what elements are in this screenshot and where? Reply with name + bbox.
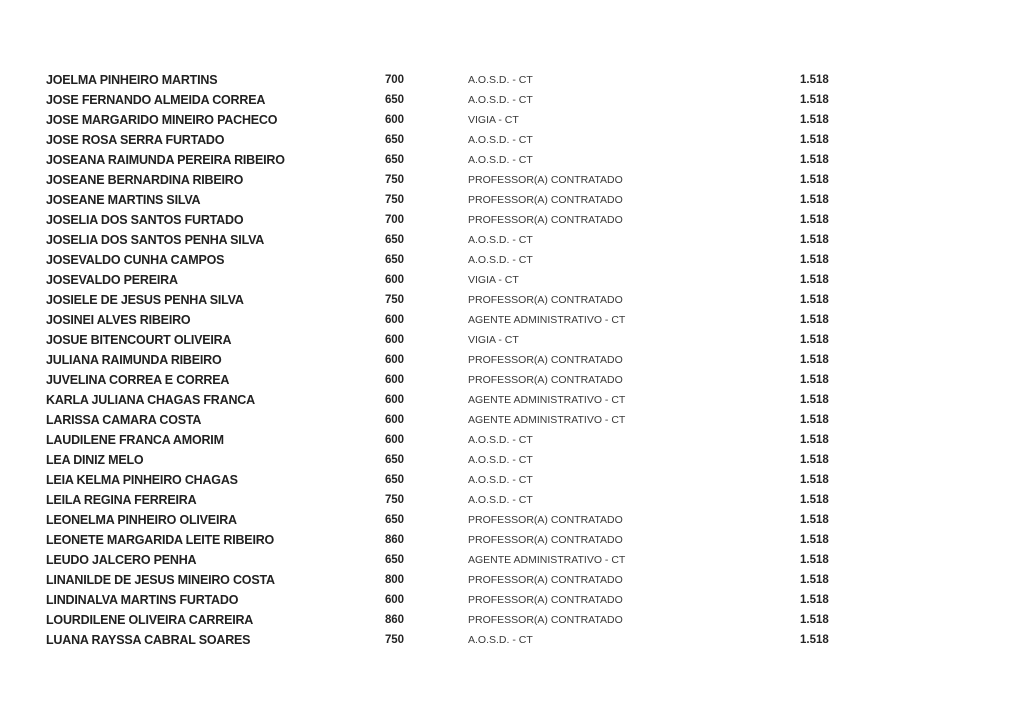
table-row <box>46 370 978 390</box>
role-cell: AGENTE ADMINISTRATIVO - CT <box>468 394 626 406</box>
table-row <box>46 290 978 310</box>
employee-name-cell: JOSELIA DOS SANTOS PENHA SILVA <box>46 233 265 247</box>
table-row <box>46 490 978 510</box>
employee-name-cell: LEONELMA PINHEIRO OLIVEIRA <box>46 513 237 527</box>
role-cell: PROFESSOR(A) CONTRATADO <box>468 354 623 366</box>
role-cell: AGENTE ADMINISTRATIVO - CT <box>468 414 626 426</box>
employee-name-cell: JOSEANA RAIMUNDA PEREIRA RIBEIRO <box>46 153 285 167</box>
employee-name-cell: LEUDO JALCERO PENHA <box>46 553 197 567</box>
value-cell: 860 <box>385 534 404 546</box>
employee-name-cell: JOSEVALDO PEREIRA <box>46 273 178 287</box>
table-row <box>46 310 978 330</box>
value-cell: 600 <box>385 334 404 346</box>
employee-name-cell: JOSEANE BERNARDINA RIBEIRO <box>46 173 244 187</box>
role-cell: A.O.S.D. - CT <box>468 94 533 106</box>
employee-name-cell: JOSE MARGARIDO MINEIRO PACHECO <box>46 113 278 127</box>
value-cell: 650 <box>385 234 404 246</box>
value-cell: 650 <box>385 474 404 486</box>
table-row <box>46 350 978 370</box>
employee-name-cell: LEIA KELMA PINHEIRO CHAGAS <box>46 473 238 487</box>
value-cell: 650 <box>385 154 404 166</box>
amount-cell: 1.518 <box>800 434 829 446</box>
value-cell: 750 <box>385 294 404 306</box>
amount-cell: 1.518 <box>800 394 829 406</box>
role-cell: AGENTE ADMINISTRATIVO - CT <box>468 314 626 326</box>
employee-name-cell: JOSE FERNANDO ALMEIDA CORREA <box>46 93 266 107</box>
amount-cell: 1.518 <box>800 114 829 126</box>
amount-cell: 1.518 <box>800 214 829 226</box>
employee-name-cell: JOSIELE DE JESUS PENHA SILVA <box>46 293 244 307</box>
role-cell: PROFESSOR(A) CONTRATADO <box>468 614 623 626</box>
table-row <box>46 270 978 290</box>
amount-cell: 1.518 <box>800 334 829 346</box>
table-row <box>46 630 978 650</box>
role-cell: PROFESSOR(A) CONTRATADO <box>468 594 623 606</box>
amount-cell: 1.518 <box>800 354 829 366</box>
value-cell: 600 <box>385 594 404 606</box>
amount-cell: 1.518 <box>800 634 829 646</box>
role-cell: A.O.S.D. - CT <box>468 634 533 646</box>
amount-cell: 1.518 <box>800 94 829 106</box>
value-cell: 750 <box>385 494 404 506</box>
value-cell: 650 <box>385 454 404 466</box>
table-row <box>46 250 978 270</box>
role-cell: A.O.S.D. - CT <box>468 454 533 466</box>
role-cell: VIGIA - CT <box>468 114 519 126</box>
employee-name-cell: LUANA RAYSSA CABRAL SOARES <box>46 633 251 647</box>
role-cell: A.O.S.D. - CT <box>468 434 533 446</box>
amount-cell: 1.518 <box>800 134 829 146</box>
amount-cell: 1.518 <box>800 514 829 526</box>
table-row <box>46 390 978 410</box>
amount-cell: 1.518 <box>800 254 829 266</box>
employee-name-cell: JOSEVALDO CUNHA CAMPOS <box>46 253 225 267</box>
employee-name-cell: JOSUE BITENCOURT OLIVEIRA <box>46 333 232 347</box>
value-cell: 860 <box>385 614 404 626</box>
value-cell: 600 <box>385 114 404 126</box>
amount-cell: 1.518 <box>800 194 829 206</box>
amount-cell: 1.518 <box>800 574 829 586</box>
amount-cell: 1.518 <box>800 174 829 186</box>
employee-name-cell: LINDINALVA MARTINS FURTADO <box>46 593 239 607</box>
employee-name-cell: LARISSA CAMARA COSTA <box>46 413 202 427</box>
role-cell: PROFESSOR(A) CONTRATADO <box>468 374 623 386</box>
role-cell: VIGIA - CT <box>468 274 519 286</box>
table-row <box>46 110 978 130</box>
role-cell: A.O.S.D. - CT <box>468 74 533 86</box>
value-cell: 650 <box>385 554 404 566</box>
table-row <box>46 190 978 210</box>
role-cell: A.O.S.D. - CT <box>468 134 533 146</box>
employee-name-cell: KARLA JULIANA CHAGAS FRANCA <box>46 393 255 407</box>
role-cell: PROFESSOR(A) CONTRATADO <box>468 194 623 206</box>
role-cell: A.O.S.D. - CT <box>468 494 533 506</box>
amount-cell: 1.518 <box>800 414 829 426</box>
role-cell: A.O.S.D. - CT <box>468 154 533 166</box>
table-row <box>46 550 978 570</box>
value-cell: 700 <box>385 214 404 226</box>
role-cell: PROFESSOR(A) CONTRATADO <box>468 574 623 586</box>
employee-name-cell: LEA DINIZ MELO <box>46 453 144 467</box>
value-cell: 600 <box>385 274 404 286</box>
value-cell: 600 <box>385 354 404 366</box>
value-cell: 600 <box>385 374 404 386</box>
value-cell: 600 <box>385 394 404 406</box>
table-row <box>46 210 978 230</box>
table-row <box>46 530 978 550</box>
amount-cell: 1.518 <box>800 554 829 566</box>
table-row <box>46 510 978 530</box>
role-cell: A.O.S.D. - CT <box>468 254 533 266</box>
employee-name-cell: JOSELIA DOS SANTOS FURTADO <box>46 213 244 227</box>
table-row <box>46 150 978 170</box>
table-row <box>46 590 978 610</box>
employee-name-cell: LOURDILENE OLIVEIRA CARREIRA <box>46 613 254 627</box>
employee-name-cell: JOELMA PINHEIRO MARTINS <box>46 73 218 87</box>
value-cell: 750 <box>385 634 404 646</box>
role-cell: PROFESSOR(A) CONTRATADO <box>468 174 623 186</box>
role-cell: PROFESSOR(A) CONTRATADO <box>468 214 623 226</box>
role-cell: AGENTE ADMINISTRATIVO - CT <box>468 554 626 566</box>
employee-name-cell: LEILA REGINA FERREIRA <box>46 493 197 507</box>
table-row <box>46 330 978 350</box>
value-cell: 650 <box>385 254 404 266</box>
amount-cell: 1.518 <box>800 534 829 546</box>
table-row <box>46 470 978 490</box>
table-row <box>46 570 978 590</box>
role-cell: VIGIA - CT <box>468 334 519 346</box>
employee-name-cell: LAUDILENE FRANCA AMORIM <box>46 433 224 447</box>
role-cell: PROFESSOR(A) CONTRATADO <box>468 534 623 546</box>
value-cell: 650 <box>385 134 404 146</box>
value-cell: 600 <box>385 414 404 426</box>
employee-table <box>46 70 978 650</box>
value-cell: 800 <box>385 574 404 586</box>
table-row <box>46 90 978 110</box>
role-cell: PROFESSOR(A) CONTRATADO <box>468 294 623 306</box>
amount-cell: 1.518 <box>800 474 829 486</box>
amount-cell: 1.518 <box>800 454 829 466</box>
value-cell: 750 <box>385 194 404 206</box>
value-cell: 650 <box>385 514 404 526</box>
table-row <box>46 430 978 450</box>
amount-cell: 1.518 <box>800 594 829 606</box>
amount-cell: 1.518 <box>800 274 829 286</box>
role-cell: A.O.S.D. - CT <box>468 474 533 486</box>
table-row <box>46 450 978 470</box>
value-cell: 650 <box>385 94 404 106</box>
value-cell: 700 <box>385 74 404 86</box>
role-cell: PROFESSOR(A) CONTRATADO <box>468 514 623 526</box>
value-cell: 600 <box>385 314 404 326</box>
employee-name-cell: LINANILDE DE JESUS MINEIRO COSTA <box>46 573 275 587</box>
amount-cell: 1.518 <box>800 74 829 86</box>
table-row <box>46 170 978 190</box>
amount-cell: 1.518 <box>800 154 829 166</box>
table-row <box>46 610 978 630</box>
employee-name-cell: LEONETE MARGARIDA LEITE RIBEIRO <box>46 533 275 547</box>
table-row <box>46 230 978 250</box>
amount-cell: 1.518 <box>800 314 829 326</box>
employee-name-cell: JOSINEI ALVES RIBEIRO <box>46 313 191 327</box>
table-row <box>46 130 978 150</box>
amount-cell: 1.518 <box>800 234 829 246</box>
employee-name-cell: JUVELINA CORREA E CORREA <box>46 373 230 387</box>
value-cell: 750 <box>385 174 404 186</box>
amount-cell: 1.518 <box>800 614 829 626</box>
amount-cell: 1.518 <box>800 494 829 506</box>
amount-cell: 1.518 <box>800 374 829 386</box>
employee-name-cell: JOSEANE MARTINS SILVA <box>46 193 201 207</box>
employee-name-cell: JOSE ROSA SERRA FURTADO <box>46 133 225 147</box>
value-cell: 600 <box>385 434 404 446</box>
table-row <box>46 70 978 90</box>
employee-name-cell: JULIANA RAIMUNDA RIBEIRO <box>46 353 222 367</box>
role-cell: A.O.S.D. - CT <box>468 234 533 246</box>
amount-cell: 1.518 <box>800 294 829 306</box>
table-row <box>46 410 978 430</box>
